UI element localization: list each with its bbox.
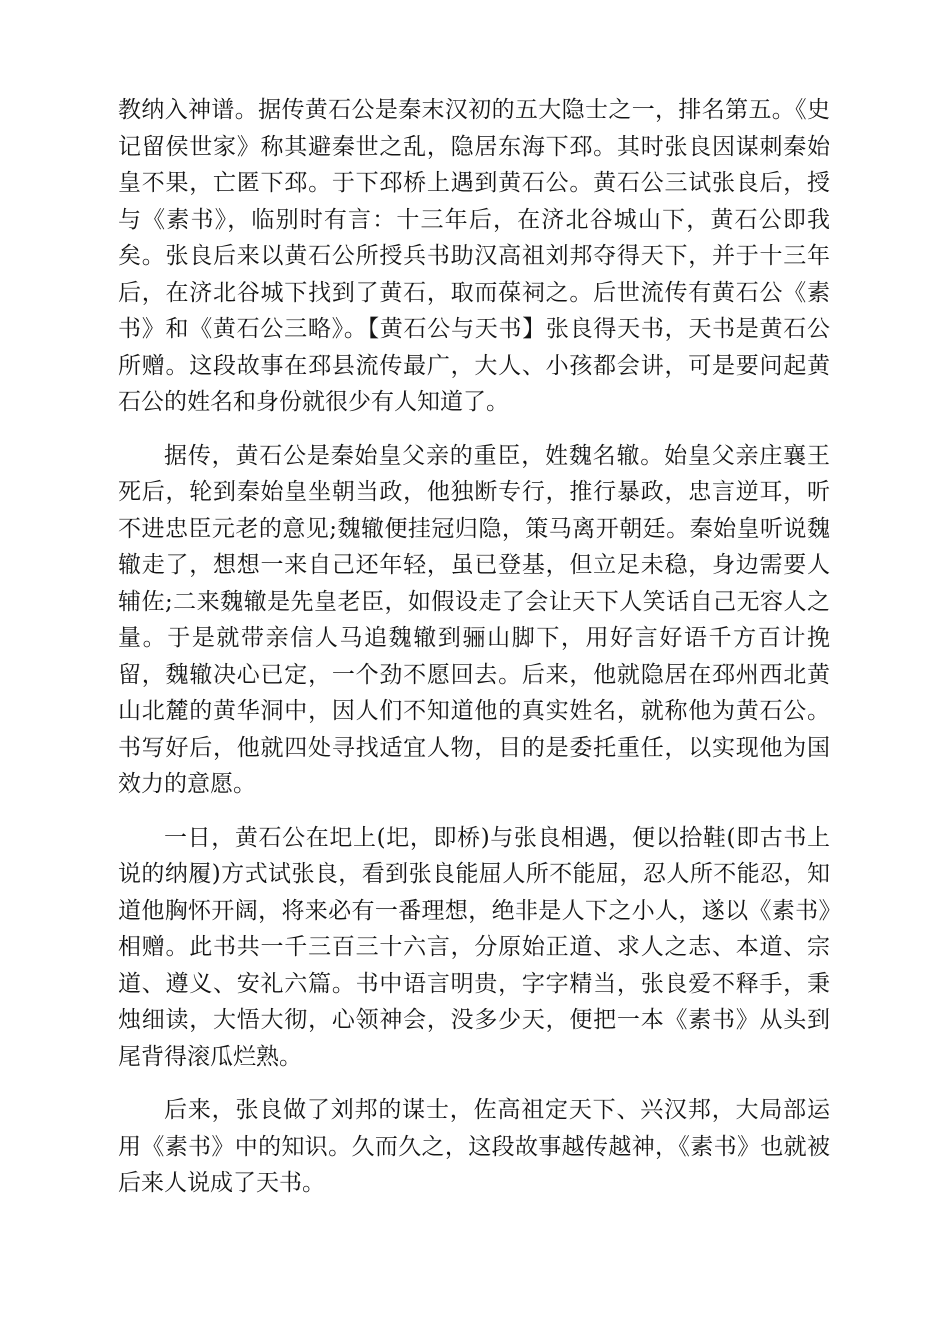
document-body: [118, 92, 830, 1219]
paragraph-huangshigong-identity: 据传，黄石公是秦始皇父亲的重臣，姓魏名辙。始皇父亲庄襄王死后，轮到秦始皇坐朝当政，他独断专行，推行暴政，忠言逆耳，听不进忠臣元老的意见;魏辙便挂冠归隐，策马离开朝廷。秦始皇听说魏辙走了，想想一来自己还年轻，虽已登基，但立足未稳，身边需要人辅佐;二来魏辙是先皇老臣，如假设走了会让天下人笑话自己无容人之量。于是就带亲信人马追魏辙到骊山脚下，用好言好语千方百计挽留，魏辙决心已定，一个劲不愿回去。后来，他就隐居在邳州西北黄山北麓的黄华洞中，因人们不知道他的真实姓名，就称他为黄石公。书写好后，他就四处寻找适宜人物，目的是委托重任，以实现他为国效力的意愿。: [118, 442, 830, 797]
paragraph-bridge-encounter: 一日，黄石公在圯上(圯，即桥)与张良相遇，便以拾鞋(即古书上说的纳履)方式试张良，看到张良能屈人所不能屈，忍人所不能忍，知道他胸怀开阔，将来必有一番理想，绝非是人下之小人，遂以《素书》相赠。此书共一千三百三十六言，分原始正道、求人之志、本道、宗道、遵义、安礼六篇。书中语言明贵，字字精当，张良爱不释手，秉烛细读，大悟大彻，心领神会，没多少天，便把一本《素书》从头到尾背得滚瓜烂熟。: [118, 824, 830, 1070]
paragraph-conclusion: 后来，张良做了刘邦的谋士，佐高祖定天下、兴汉邦，大局部运用《素书》中的知识。久而久之，这段故事越传越神，《素书》也就被后来人说成了天书。: [118, 1097, 830, 1196]
paragraph-continued: 教纳入神谱。据传黄石公是秦末汉初的五大隐士之一，排名第五。《史记留侯世家》称其避秦世之乱，隐居东海下邳。其时张良因谋刺秦始皇不果，亡匿下邳。于下邳桥上遇到黄石公。黄石公三试张良后，授与《素书》，临别时有言：十三年后，在济北谷城山下，黄石公即我矣。张良后来以黄石公所授兵书助汉高祖刘邦夺得天下，并于十三年后，在济北谷城下找到了黄石，取而葆祠之。后世流传有黄石公《素书》和《黄石公三略》。【黄石公与天书】张良得天书，天书是黄石公所赠。这段故事在邳县流传最广，大人、小孩都会讲，可是要问起黄石公的姓名和身份就很少有人知道了。: [118, 97, 830, 415]
